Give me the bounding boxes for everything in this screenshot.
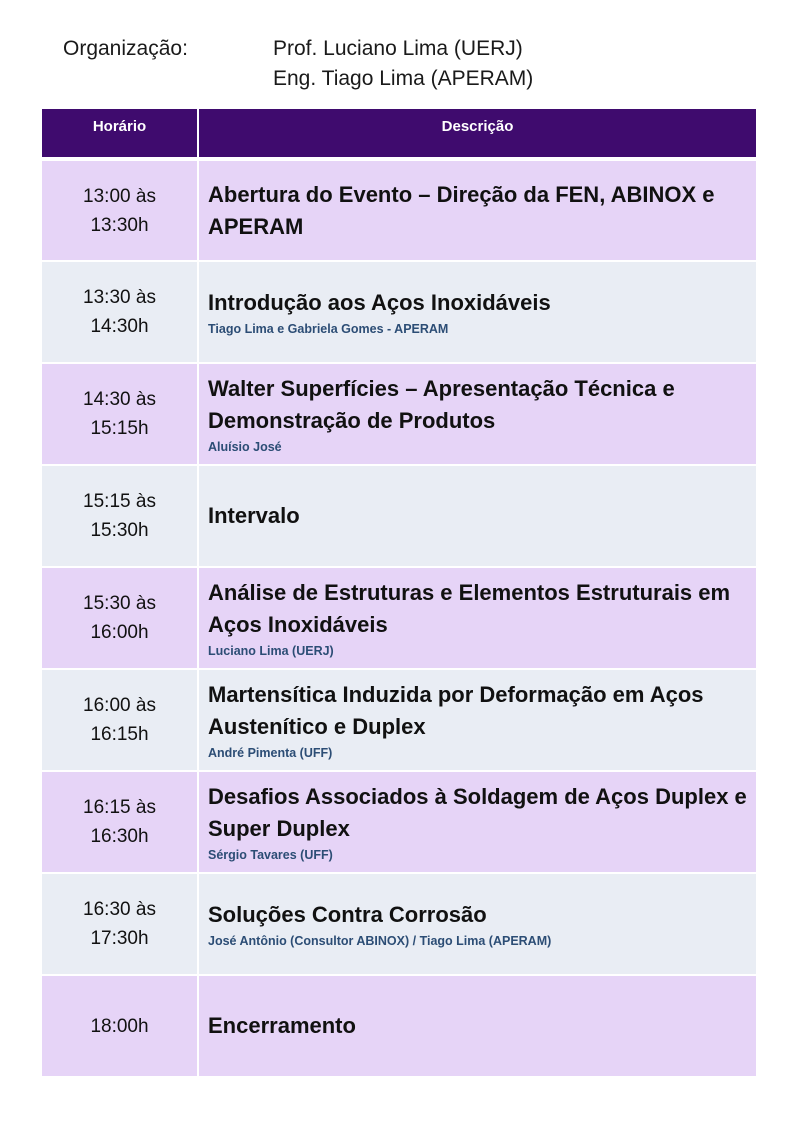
table-row	[41, 975, 757, 1077]
session-speaker: José Antônio (Consultor ABINOX) / Tiago Lima (APERAM)	[208, 933, 552, 948]
session-speaker: Tiago Lima e Gabriela Gomes - APERAM	[208, 321, 449, 336]
time-start: 16:30 às	[83, 899, 156, 920]
time-end: 15:30h	[90, 520, 149, 541]
session-speaker: Luciano Lima (UERJ)	[208, 643, 334, 658]
time-cell	[41, 465, 198, 567]
session-title: Martensítica Induzida por Deformação em Aços Austenítico e Duplex	[208, 681, 704, 739]
time-end: 17:30h	[90, 928, 149, 949]
description-cell	[198, 669, 757, 771]
table-row	[41, 159, 757, 261]
description-cell	[198, 771, 757, 873]
table-row	[41, 363, 757, 465]
description-cell	[198, 159, 757, 261]
time-cell	[41, 159, 198, 261]
time-end: 14:30h	[90, 316, 149, 337]
session-title: Análise de Estruturas e Elementos Estruturais em Aços Inoxidáveis	[208, 579, 731, 637]
time-cell	[41, 771, 198, 873]
time-end: 15:15h	[90, 418, 149, 439]
session-speaker: Aluísio José	[208, 439, 282, 454]
session-speaker: André Pimenta (UFF)	[208, 745, 333, 760]
organizer-name: Prof. Luciano Lima (UERJ)	[273, 37, 523, 60]
table-row	[41, 669, 757, 771]
time-cell	[41, 363, 198, 465]
table-row	[41, 261, 757, 363]
time-start: 16:15 às	[83, 797, 156, 818]
time-start: 16:00 às	[83, 695, 156, 716]
time-end: 16:00h	[90, 622, 149, 643]
time-start: 14:30 às	[83, 389, 156, 410]
time-start: 15:15 às	[83, 491, 156, 512]
session-title: Abertura do Evento – Direção da FEN, ABINOX e APERAM	[208, 181, 715, 239]
time-end: 13:30h	[90, 214, 149, 236]
time-cell	[41, 261, 198, 363]
schedule-table	[40, 109, 758, 1078]
description-cell	[198, 873, 757, 975]
schedule-body	[41, 159, 757, 1077]
session-speaker: Sérgio Tavares (UFF)	[208, 847, 333, 862]
table-row	[41, 567, 757, 669]
column-header-time: Horário	[41, 109, 198, 159]
description-cell	[198, 261, 757, 363]
description-cell	[198, 363, 757, 465]
time-start: 13:30 às	[83, 287, 156, 308]
organizer-name: Eng. Tiago Lima (APERAM)	[273, 67, 534, 90]
column-header-description: Descrição	[198, 109, 757, 159]
session-title: Desafios Associados à Soldagem de Aços Duplex e Super Duplex	[208, 783, 747, 841]
time-start: 15:30 às	[83, 593, 156, 614]
description-cell	[198, 567, 757, 669]
organization-label: Organização:	[63, 37, 188, 60]
description-cell	[198, 975, 757, 1077]
table-row	[41, 465, 757, 567]
time-cell	[41, 873, 198, 975]
session-title: Intervalo	[208, 503, 300, 528]
time-end: 16:30h	[90, 826, 149, 847]
table-row	[41, 771, 757, 873]
session-title: Encerramento	[208, 1013, 356, 1038]
time-end: 16:15h	[90, 724, 149, 745]
time-cell	[41, 975, 198, 1077]
session-title: Soluções Contra Corrosão	[208, 901, 487, 927]
description-cell	[198, 465, 757, 567]
table-row	[41, 873, 757, 975]
time-start: 13:00 às	[83, 185, 156, 207]
session-title: Introdução aos Aços Inoxidáveis	[208, 289, 551, 315]
session-title: Walter Superfícies – Apresentação Técnica e Demonstração de Produtos	[208, 375, 675, 433]
time-start: 18:00h	[90, 1015, 149, 1037]
time-cell	[41, 567, 198, 669]
table-header-row	[41, 109, 757, 159]
organizer-list	[273, 34, 533, 94]
time-cell	[41, 669, 198, 771]
